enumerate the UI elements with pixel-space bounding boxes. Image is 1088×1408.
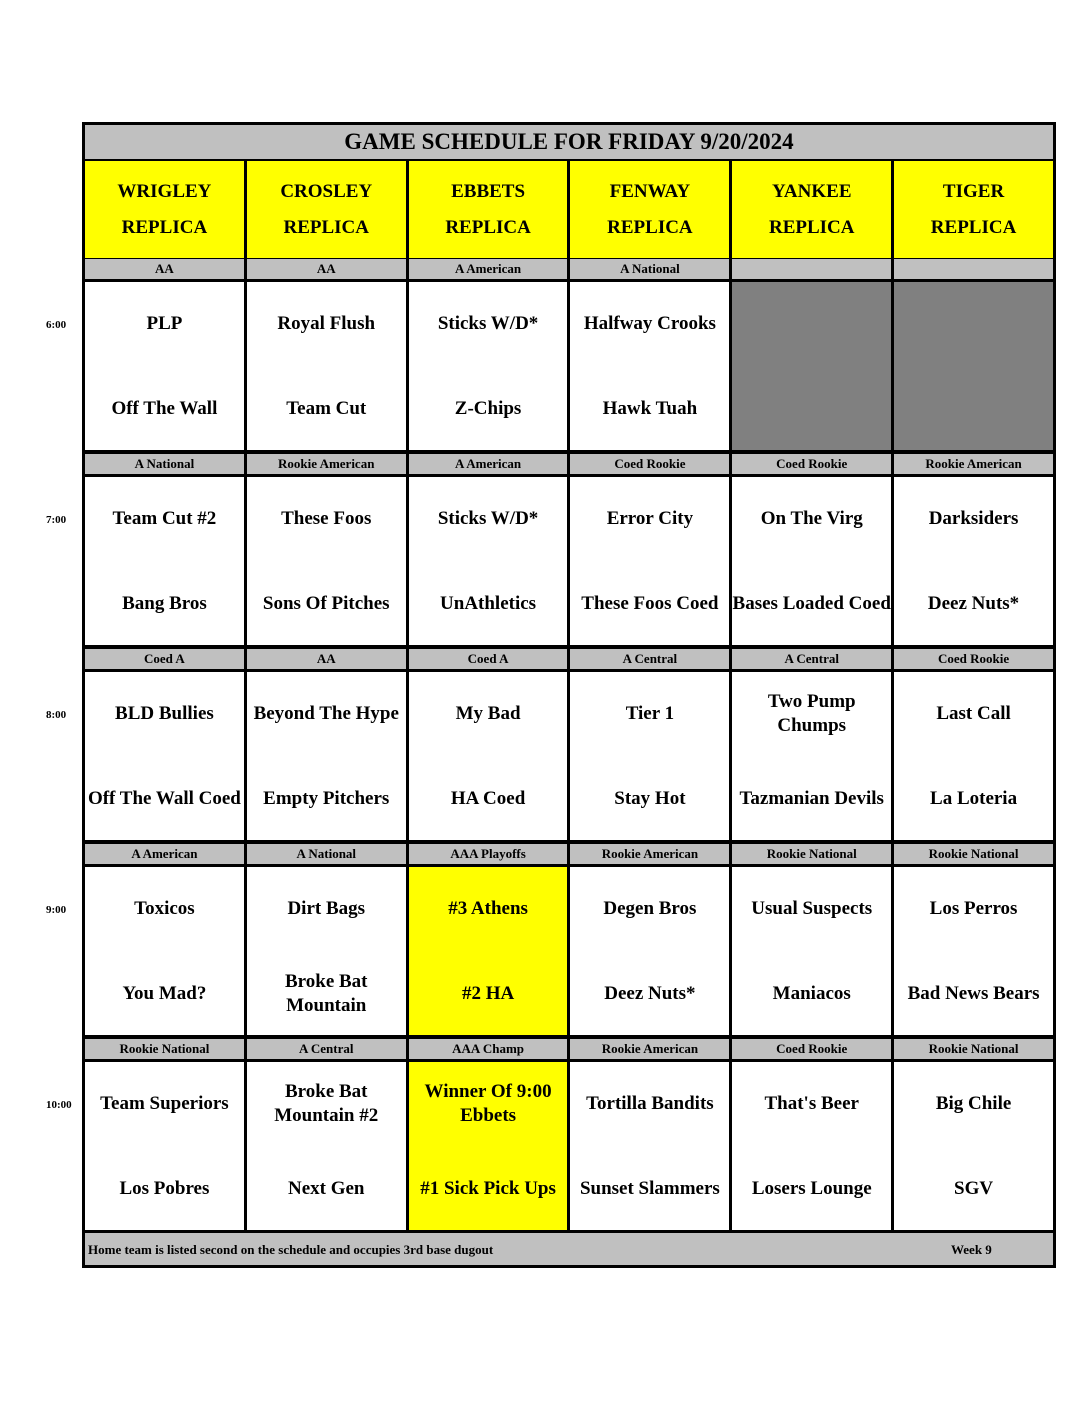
time-label: 6:00 xyxy=(46,319,67,331)
away-team: Beyond The Hype xyxy=(253,703,399,724)
division-label: Coed Rookie xyxy=(570,454,732,474)
game-cell xyxy=(732,672,894,840)
game-cell xyxy=(409,672,571,840)
home-team: Sunset Slammers xyxy=(579,1178,720,1199)
division-label: A American xyxy=(85,844,247,864)
field-header-yankee xyxy=(732,161,894,258)
game-cell xyxy=(570,282,732,450)
schedule-table xyxy=(82,122,1056,1268)
division-label: Rookie National xyxy=(894,844,1053,864)
game-cell xyxy=(570,1062,732,1230)
division-label: Rookie National xyxy=(732,844,894,864)
division-row xyxy=(85,1039,1053,1059)
away-team: Dirt Bags xyxy=(287,898,366,919)
away-team: Sticks W/D* xyxy=(437,313,539,334)
field-name: TIGER xyxy=(942,180,1005,202)
game-cell xyxy=(247,282,409,450)
game-cell xyxy=(570,867,732,1035)
home-team: Deez Nuts* xyxy=(604,983,696,1004)
division-label: A Central xyxy=(247,1039,409,1059)
field-header-ebbets xyxy=(409,161,571,258)
game-cell xyxy=(85,672,247,840)
away-team: Toxicos xyxy=(134,898,195,919)
home-team: Empty Pitchers xyxy=(263,788,390,809)
away-team: Broke Bat Mountain #2 xyxy=(274,1081,379,1126)
field-header-tiger xyxy=(894,161,1053,258)
game-cell xyxy=(894,477,1053,645)
division-label: Rookie American xyxy=(894,454,1053,474)
home-team: Maniacos xyxy=(772,983,851,1004)
division-label xyxy=(894,259,1053,279)
division-label: AA xyxy=(247,649,409,669)
division-label xyxy=(732,259,894,279)
field-name: YANKEE xyxy=(771,180,852,202)
field-sub: REPLICA xyxy=(283,216,369,238)
away-team: Error City xyxy=(606,508,694,529)
field-sub: REPLICA xyxy=(930,216,1017,238)
away-team: Team Cut #2 xyxy=(112,508,217,529)
away-team: Big Chile xyxy=(935,1093,1012,1114)
away-team: Los Perros xyxy=(929,898,1018,919)
away-team: These Foos xyxy=(281,508,372,529)
game-cell xyxy=(247,672,409,840)
away-team: My Bad xyxy=(455,703,521,724)
home-team: Off The Wall Coed xyxy=(87,788,241,809)
home-team xyxy=(732,379,891,439)
home-team: Broke Bat Mountain xyxy=(284,971,368,1016)
away-team: Halfway Crooks xyxy=(583,313,716,334)
time-slot-block xyxy=(85,844,1053,1035)
home-team: #1 Sick Pick Ups xyxy=(420,1178,556,1199)
home-team: La Loteria xyxy=(930,788,1018,809)
away-team: Darksiders xyxy=(928,508,1019,529)
game-row xyxy=(85,282,1053,450)
game-cell xyxy=(247,867,409,1035)
home-team: Bad News Bears xyxy=(907,983,1040,1004)
away-team: #3 Athens xyxy=(448,898,528,919)
game-cell xyxy=(85,282,247,450)
division-label: Rookie American xyxy=(247,454,409,474)
division-label: A National xyxy=(247,844,409,864)
home-team: SGV xyxy=(954,1178,994,1199)
time-slot-block xyxy=(85,454,1053,645)
field-name: WRIGLEY xyxy=(117,180,212,202)
field-sub: REPLICA xyxy=(445,216,531,238)
game-cell xyxy=(409,477,571,645)
division-label: A National xyxy=(570,259,732,279)
field-header-wrigley xyxy=(85,161,247,258)
home-team: Team Cut xyxy=(286,398,367,419)
home-team: Tazmanian Devils xyxy=(739,788,884,809)
home-team: Hawk Tuah xyxy=(602,398,698,419)
empty-game-cell xyxy=(732,282,894,450)
game-cell xyxy=(409,282,571,450)
game-cell xyxy=(732,477,894,645)
home-team: #2 HA xyxy=(461,983,515,1004)
away-team: Usual Suspects xyxy=(751,898,873,919)
away-team: Sticks W/D* xyxy=(437,508,539,529)
time-slot-block xyxy=(85,259,1053,450)
home-team-note: Home team is listed second on the schedule and occupies 3rd base dugout xyxy=(88,1242,494,1257)
division-label: AAA Playoffs xyxy=(409,844,571,864)
home-team: Z-Chips xyxy=(454,398,522,419)
game-cell xyxy=(85,867,247,1035)
away-team: Tier 1 xyxy=(625,703,675,724)
division-label: Coed A xyxy=(85,649,247,669)
game-row xyxy=(85,672,1053,840)
division-label: A National xyxy=(85,454,247,474)
away-team: Winner Of 9:00 Ebbets xyxy=(424,1081,552,1126)
field-sub: REPLICA xyxy=(768,216,855,238)
time-label: 7:00 xyxy=(46,514,67,526)
field-sub: REPLICA xyxy=(607,216,693,238)
division-label: Coed Rookie xyxy=(732,454,894,474)
division-label: Coed Rookie xyxy=(894,649,1053,669)
home-team xyxy=(894,379,1053,439)
home-team: Deez Nuts* xyxy=(927,593,1020,614)
away-team: Tortilla Bandits xyxy=(586,1093,714,1114)
away-team: Last Call xyxy=(936,703,1011,724)
division-label: Rookie American xyxy=(570,844,732,864)
away-team: BLD Bullies xyxy=(115,703,214,724)
field-name: EBBETS xyxy=(451,180,526,202)
division-label: Rookie National xyxy=(85,1039,247,1059)
away-team: Two Pump Chumps xyxy=(767,691,856,736)
division-row xyxy=(85,649,1053,669)
division-row xyxy=(85,259,1053,279)
home-team: Bang Bros xyxy=(122,593,207,614)
division-label: Rookie American xyxy=(570,1039,732,1059)
game-cell xyxy=(732,867,894,1035)
game-cell xyxy=(732,1062,894,1230)
field-name: FENWAY xyxy=(609,180,691,202)
away-team: That's Beer xyxy=(764,1093,859,1114)
field-sub: REPLICA xyxy=(121,216,208,238)
away-team xyxy=(732,294,891,354)
game-cell xyxy=(409,1062,571,1230)
game-cell xyxy=(570,477,732,645)
home-team: Losers Lounge xyxy=(751,1178,872,1199)
away-team: Team Superiors xyxy=(100,1093,229,1114)
division-label: A Central xyxy=(732,649,894,669)
division-label: Rookie National xyxy=(894,1039,1053,1059)
game-cell xyxy=(247,477,409,645)
home-team: HA Coed xyxy=(450,788,526,809)
home-team: You Mad? xyxy=(122,983,207,1004)
schedule-title: GAME SCHEDULE FOR FRIDAY 9/20/2024 xyxy=(85,125,1053,159)
field-header-row xyxy=(85,161,1053,258)
division-row xyxy=(85,844,1053,864)
away-team: On The Virg xyxy=(760,508,863,529)
division-label: A American xyxy=(409,259,571,279)
away-team xyxy=(894,294,1053,354)
game-row xyxy=(85,1062,1053,1230)
game-cell xyxy=(894,867,1053,1035)
game-cell xyxy=(85,477,247,645)
schedule-footer xyxy=(85,1233,1053,1265)
game-cell xyxy=(409,867,571,1035)
field-name: CROSLEY xyxy=(280,180,373,202)
division-label: AA xyxy=(247,259,409,279)
division-label: A Central xyxy=(570,649,732,669)
division-label: AAA Champ xyxy=(409,1039,571,1059)
home-team: Los Pobres xyxy=(119,1178,210,1199)
game-row xyxy=(85,867,1053,1035)
field-header-crosley xyxy=(247,161,409,258)
field-header-fenway xyxy=(570,161,732,258)
away-team: Degen Bros xyxy=(603,898,697,919)
game-cell xyxy=(247,1062,409,1230)
time-label: 10:00 xyxy=(46,1099,72,1111)
division-label: Coed A xyxy=(409,649,571,669)
away-team: Royal Flush xyxy=(277,313,376,334)
game-cell xyxy=(894,672,1053,840)
time-slot-block xyxy=(85,1039,1053,1230)
home-team: Next Gen xyxy=(287,1178,365,1199)
home-team: Stay Hot xyxy=(614,788,686,809)
division-label: Coed Rookie xyxy=(732,1039,894,1059)
home-team: Sons Of Pitches xyxy=(262,593,390,614)
division-label: AA xyxy=(85,259,247,279)
game-cell xyxy=(570,672,732,840)
week-label: Week 9 xyxy=(951,1242,992,1257)
home-team: These Foos Coed xyxy=(581,593,719,614)
game-row xyxy=(85,477,1053,645)
game-cell xyxy=(894,1062,1053,1230)
home-team: Off The Wall xyxy=(111,398,218,419)
game-cell xyxy=(85,1062,247,1230)
home-team: Bases Loaded Coed xyxy=(732,593,891,614)
division-row xyxy=(85,454,1053,474)
away-team: PLP xyxy=(146,313,183,334)
home-team: UnAthletics xyxy=(440,593,537,614)
division-label: A American xyxy=(409,454,571,474)
time-slot-block xyxy=(85,649,1053,840)
time-label: 8:00 xyxy=(46,709,67,721)
time-label: 9:00 xyxy=(46,904,67,916)
empty-game-cell xyxy=(894,282,1053,450)
